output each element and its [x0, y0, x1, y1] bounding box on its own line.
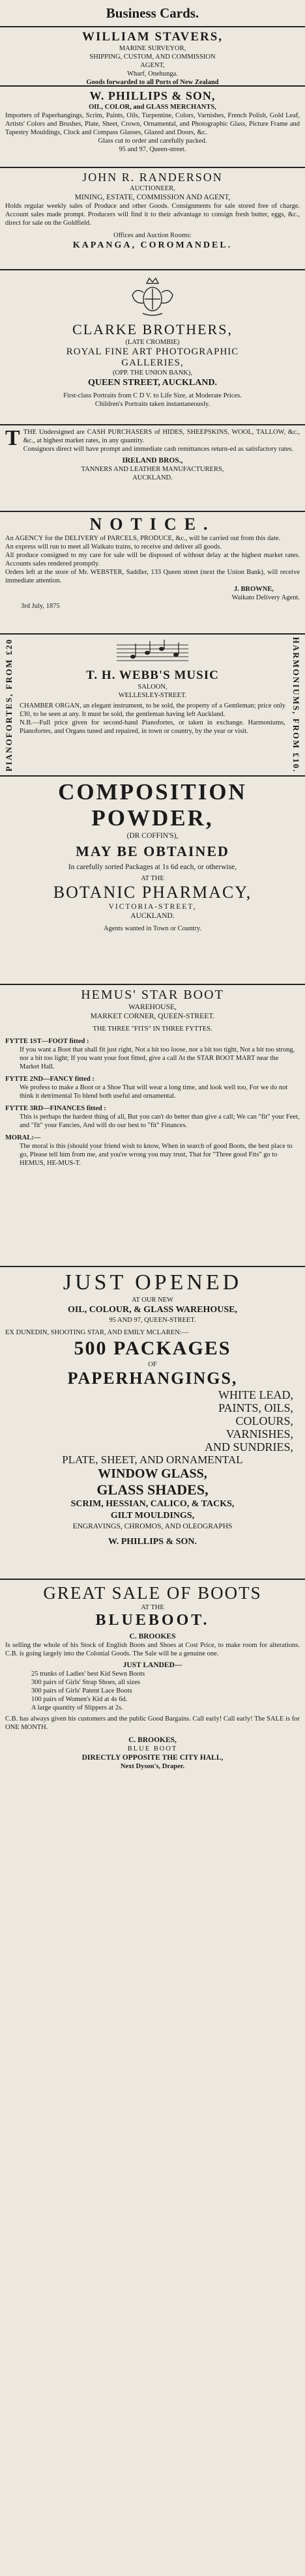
ad-randerson [0, 168, 305, 270]
phillips-body: Importers of Paperhangings, Scrim, Paints, Oils, Turpentine, Colors, Varnishes, French Polish, Gold Leaf, Artists' Colors and Brushes, Plate, Sheet, Crown, Ornamental, and Photographic Glass, Picture Frame and Tapestry Mouldings, Clock and Compass Glasses, Glazed and Doors, &c. [5, 112, 300, 136]
opened-500: 500 PACKAGES [74, 1338, 231, 1359]
clarke-line5: QUEEN STREET, AUCKLAND. [87, 378, 218, 388]
sale-shop: BLUEBOOT. [95, 1612, 210, 1629]
clarke-line2: ROYAL FINE ART PHOTOGRAPHIC [66, 347, 239, 357]
stavers-name: WILLIAM STAVERS, [81, 30, 224, 44]
hemus-f1-head: FYTTE 1ST—FOOT fitted : [5, 1038, 89, 1045]
webb-body2: N.B.—Full price given for second-hand Pianofortes, or taken in exchange. Harmoniums, Pianofortes, and Organs tuned and repaired, in town or country, by the year or visit. [20, 719, 285, 735]
stavers-line4: Wharf, Onehunga. [127, 70, 178, 78]
opened-shop: OIL, COLOUR, & GLASS WAREHOUSE, [68, 1305, 237, 1315]
sale-sign3: DIRECTLY OPPOSITE THE CITY HALL, [81, 1754, 224, 1762]
stavers-footer: Goods forwarded to all Ports of New Zealand [86, 79, 219, 86]
notice-p2: An express will run to meet all Waikato trains, to receive and deliver all goods. [5, 543, 222, 551]
ad-phillips [0, 87, 305, 168]
sale-close: C.B. has always given his customers and the public Good Bargains. Call early! Call early! The SALE is for ONE MONTH. [5, 1715, 300, 1731]
opened-shades: GLASS SHADES, [96, 1481, 209, 1498]
ireland-name: IRELAND BROS., [122, 457, 183, 465]
randerson-body: Holds regular weekly sales of Produce and other Goods. Consignments for sale stored free of charge. Account sales made prompt. Producers will find it to their advantage to consign fresh butter, eggs, &c., direct for sale on the Goldfield. [5, 203, 300, 227]
opened-at: AT OUR NEW [132, 1296, 173, 1304]
list-item: COLOURS, [235, 1414, 293, 1427]
powder-may: MAY BE OBTAINED [76, 843, 229, 859]
list-item: 100 pairs of Women's Kid at 4s 6d. [31, 1696, 128, 1703]
ireland-lead-text: THE Undersigned are CASH PURCHASERS of HIDES, SHEEPSKINS, WOOL, TALLOW, &c., &c., at highest market rates, in any quantity. [23, 429, 300, 444]
sale-sign2: BLUE BOOT [127, 1745, 178, 1753]
phillips-line2: Glass cut to order and carefully packed. [98, 137, 207, 145]
hemus-f2-body: We profess to make a Boot or a Shoe That will wear a long time, and look well too, For we do not think it detrimental To blend both useful and ornamental. [20, 1084, 288, 1100]
notice-sign: J. BROWNE, [234, 586, 274, 593]
list-item: VARNISHES, [225, 1427, 293, 1440]
randerson-line1: AUCTIONEER, [130, 185, 175, 192]
powder-street: VICTORIA-STREET, [108, 903, 197, 911]
clarke-line6: First-class Portraits from C D V. to Life Size, at Moderate Prices. [63, 392, 242, 399]
list-item: 300 pairs of Girls' Strap Shoes, all sizes [31, 1679, 140, 1686]
powder-sub: (DR COFFIN'S), [126, 832, 179, 840]
opened-gilt: GILT MOULDINGS, [110, 1511, 195, 1521]
notice-p1: An AGENCY for the DELIVERY of PARCELS, PRODUCE, &c., will be carried out from this date. [5, 535, 281, 542]
opened-of: OF [148, 1361, 157, 1368]
clarke-line1: (LATE CROMBIE) [125, 339, 180, 346]
opened-plate: PLATE, SHEET, AND ORNAMENTAL [62, 1453, 243, 1466]
list-item: A large quantity of Slippers at 2s. [31, 1704, 123, 1711]
hemus-line1: WAREHOUSE, [128, 1003, 177, 1011]
ad-powder [0, 777, 305, 985]
column-title: Business Cards. [106, 5, 199, 21]
ireland-line2: AUCKLAND. [132, 474, 173, 481]
clarke-line3: GALLERIES, [121, 358, 184, 368]
hemus-line2: MARKET CORNER, QUEEN-STREET. [90, 1012, 215, 1020]
powder-agents: Agents wanted in Town or Country. [103, 925, 202, 932]
notice-role: Waikato Delivery Agent. [231, 594, 300, 601]
sale-at: AT THE [141, 1604, 164, 1611]
webb-side-left: PIANOFORTES, FROM £20 [4, 638, 14, 772]
hemus-moral-head: MORAL:— [5, 1134, 41, 1141]
notice-date: 3rd July, 1875 [21, 603, 60, 610]
sale-name: C. BROOKES [129, 1633, 176, 1640]
hemus-moral: The moral is this (should your friend wish to know, When in search of good Boots, the best place to go, Please tell him from me, and you're wrong you may trust, That for "Three good Fits" go to HEMUS, HE-MUS-T. [20, 1143, 293, 1167]
powder-title1: COMPOSITION [58, 779, 247, 805]
opened-title: JUST OPENED [63, 1270, 242, 1295]
ad-stavers [0, 27, 305, 87]
hemus-f1-body: If you want a Boot that shall fit just right, Not a bit too loose, nor a bit too tight, Not a bit too strong, nor a bit too light; If you want your foot fitted, give a call At the STAR BOOT MART near the Market Hall. [20, 1046, 295, 1070]
clarke-name: CLARKE BROTHERS, [72, 321, 233, 337]
opened-paper: PAPERHANGINGS, [67, 1369, 238, 1388]
clarke-line7: Children's Portraits taken instantaneously. [94, 401, 211, 408]
opened-ship: EX DUNEDIN, SHOOTING STAR, AND EMILY MCLAREN:— [5, 1329, 189, 1336]
sale-body: Is selling the whole of his Stock of English Boots and Shoes at Cost Price, to make room for alterations. C.B. is going largely into the Colonial Goods. The Sale will be a genuine one. [5, 1642, 300, 1657]
music-staff-icon [113, 638, 192, 667]
webb-side-right: HARMONIUMS, FROM £10. [291, 637, 301, 773]
notice-p3: All produce consigned to my care for sale will be disposed of without delay at the highest market rates. Accounts sales rendered promptly. [5, 552, 300, 567]
webb-name: T. H. WEBB'S MUSIC [86, 668, 219, 682]
ad-webb [0, 635, 305, 777]
ad-ireland [0, 425, 305, 512]
powder-title2: POWDER, [91, 805, 214, 831]
sale-sign: C. BROOKES, [128, 1736, 177, 1744]
phillips-line1: OIL, COLOR, and GLASS MERCHANTS, [89, 104, 216, 111]
sale-title: GREAT SALE OF BOOTS [43, 1583, 262, 1603]
ireland-dropcap: T [5, 426, 20, 450]
hemus-three: THE THREE "FITS" IN THREE FYTTES. [93, 1025, 212, 1033]
ireland-body: Consignors direct will have prompt and immediate cash remittances return-ed as satisfactory rates. [23, 446, 294, 453]
notice-title: NOTICE. [89, 515, 216, 534]
hemus-f3-body: This is perhaps the hardest thing of all, But you can't do better than give a call; We can "fit" your Feet, and "fit" your Fancies, And will do our best to "fit" Finances. [20, 1113, 300, 1129]
phillips-name: W. PHILLIPS & SON, [89, 89, 216, 102]
opened-items [5, 1388, 300, 1453]
ad-notice [0, 512, 305, 635]
opened-addr: 95 AND 97, QUEEN-STREET. [109, 1317, 196, 1324]
hemus-f2-head: FYTTE 2ND—FANCY fitted : [5, 1076, 94, 1083]
phillips-address: 95 and 97, Queen-street. [119, 146, 186, 153]
ad-sale [0, 1580, 305, 1814]
sale-list [5, 1670, 300, 1712]
ad-opened [0, 1267, 305, 1580]
sale-sign4: Next Dyson's, Draper. [120, 1763, 185, 1770]
ad-hemus [0, 985, 305, 1267]
webb-line1: SALOON, [138, 683, 167, 691]
opened-engr: ENGRAVINGS, CHROMOS, AND OLEOGRAPHS [72, 1523, 233, 1530]
randerson-name: JOHN R. RANDERSON [82, 171, 223, 184]
clarke-line4: (OPP. THE UNION BANK), [112, 369, 193, 377]
hemus-title: HEMUS' STAR BOOT [81, 988, 224, 1002]
list-item: WHITE LEAD, [218, 1388, 293, 1401]
powder-at: AT THE [141, 875, 164, 882]
ad-clarke [0, 270, 305, 425]
stavers-line3: AGENT, [140, 62, 165, 69]
sale-landed: JUST LANDED— [123, 1661, 182, 1669]
column-header [0, 0, 305, 27]
randerson-offices: KAPANGA, COROMANDEL. [72, 240, 233, 250]
opened-scrim: SCRIM, HESSIAN, CALICO, & TACKS, [70, 1499, 235, 1509]
list-item: 25 trunks of Ladies' best Kid Sewn Boots [31, 1670, 145, 1678]
powder-body: In carefully sorted Packages at 1s 6d each, or otherwise, [68, 863, 237, 871]
notice-p4: Orders left at the store of Mr. WEBSTER, Saddler, 133 Queen street (next the Union Bank), will receive immediate attention. [5, 569, 300, 584]
randerson-offices-label: Offices and Auction Rooms: [113, 232, 192, 239]
stavers-line2: SHIPPING, CUSTOM, AND COMMISSION [89, 53, 216, 61]
opened-window: WINDOW GLASS, [98, 1467, 207, 1481]
royal-crest-icon [123, 274, 182, 320]
list-item: 300 pairs of Girls' Patent Lace Boots [31, 1687, 132, 1695]
list-item: PAINTS, OILS, [218, 1401, 293, 1414]
powder-city: AUCKLAND. [130, 912, 175, 920]
webb-body: CHAMBER ORGAN, an elegant instrument, to be sold, the property of a Gentleman; price only £30, to be seen at any. It must be sold, the gentleman having left Auckland. [20, 702, 285, 718]
opened-sign: W. PHILLIPS & SON. [108, 1537, 197, 1547]
randerson-line2: MINING, ESTATE, COMMISSION AND AGENT, [74, 193, 231, 201]
webb-line2: WELLESLEY-STREET. [118, 692, 187, 699]
powder-shop: BOTANIC PHARMACY, [53, 883, 252, 902]
ireland-line1: TANNERS AND LEATHER MANUFACTURERS, [81, 466, 224, 473]
list-item: AND SUNDRIES, [204, 1440, 293, 1453]
hemus-f3-head: FYTTE 3RD—FINANCES fitted : [5, 1105, 106, 1112]
stavers-line1: MARINE SURVEYOR, [119, 45, 186, 52]
